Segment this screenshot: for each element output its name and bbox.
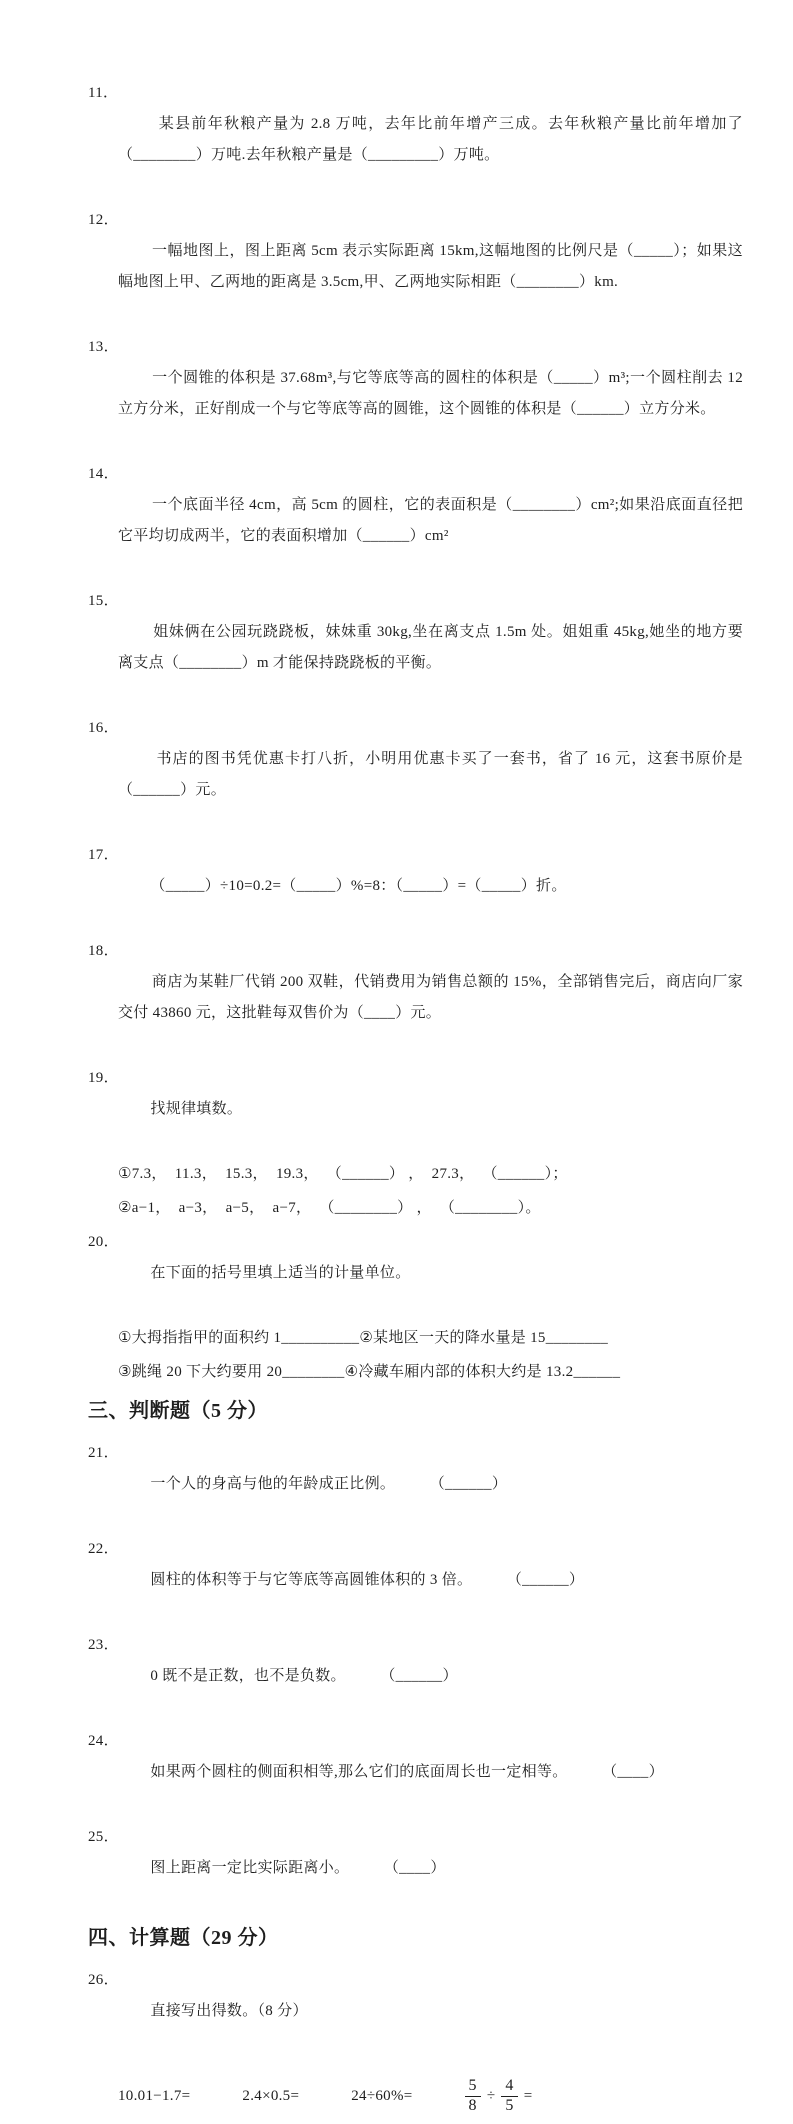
question-26-text: 直接写出得数。（8 分） bbox=[150, 2003, 308, 2019]
fraction-denominator: 5 bbox=[501, 2096, 517, 2115]
fraction-numerator: 5 bbox=[468, 2077, 477, 2095]
question-21-text: 一个人的身高与他的年龄成正比例。 bbox=[150, 1476, 396, 1492]
question-20-row-1 bbox=[88, 1323, 743, 1354]
question-22-number: 22． bbox=[88, 1541, 119, 1557]
question-24-number: 24． bbox=[88, 1733, 119, 1749]
question-11-text: 某县前年秋粮产量为 2.8 万吨，去年比前年增产三成。去年秋粮产量比前年增加了（________）万吨.去年秋粮产量是（_________）万吨。 bbox=[118, 116, 743, 163]
question-20-item-1: ①大拇指指甲的面积约 1__________ bbox=[118, 1330, 360, 1346]
calc-expression-4-fraction bbox=[465, 2077, 533, 2115]
question-12-number: 12． bbox=[88, 212, 119, 228]
calc-expression-1: 10.01−1.7= bbox=[118, 2087, 191, 2104]
question-15-number: 15． bbox=[88, 593, 119, 609]
question-19 bbox=[88, 1063, 743, 1156]
question-20-item-3: ③跳绳 20 下大约要用 20________ bbox=[118, 1364, 345, 1380]
question-14-text: 一个底面半径 4cm，高 5cm 的圆柱，它的表面积是（________）cm²;如果沿底面直径把它平均切成两半，它的表面积增加（______）cm² bbox=[118, 497, 744, 544]
question-22 bbox=[88, 1534, 743, 1627]
question-20-item-4: ④冷藏车厢内部的体积大约是 13.2______ bbox=[344, 1364, 621, 1380]
question-19-text: 找规律填数。 bbox=[150, 1101, 243, 1117]
question-20-row-2 bbox=[88, 1357, 743, 1388]
question-18 bbox=[88, 936, 743, 1060]
fraction-four-fifths bbox=[501, 2077, 517, 2115]
question-19-subline-2: ②a−1， a−3， a−5， a−7， （________） ， （________）。 bbox=[118, 1200, 541, 1216]
fill-in-questions-section bbox=[88, 78, 748, 1388]
question-16-text: 书店的图书凭优惠卡打八折，小明用优惠卡买了一套书，省了 16 元，这套书原价是（______）元。 bbox=[118, 751, 743, 798]
question-25-text: 图上距离一定比实际距离小。 bbox=[150, 1860, 350, 1876]
question-25 bbox=[88, 1822, 743, 1915]
question-13 bbox=[88, 332, 748, 456]
exam-content bbox=[88, 78, 748, 2124]
question-24-text: 如果两个圆柱的侧面积相等,那么它们的底面周长也一定相等。 bbox=[150, 1764, 568, 1780]
question-13-text: 一个圆锥的体积是 37.68m³,与它等底等高的圆柱的体积是（_____）m³;一个圆柱削去 12 立方分米，正好削成一个与它等底等高的圆锥，这个圆锥的体积是（______）立方分米。 bbox=[118, 370, 748, 417]
question-20-number: 20． bbox=[88, 1234, 119, 1250]
section-heading-judge: 三、判断题（5 分） bbox=[88, 1400, 268, 1422]
fraction-five-eighths bbox=[465, 2077, 481, 2115]
question-23-text: 0 既不是正数，也不是负数。 bbox=[150, 1668, 346, 1684]
question-23-number: 23． bbox=[88, 1637, 119, 1653]
equals-sign: = bbox=[523, 2087, 533, 2104]
question-23 bbox=[88, 1630, 743, 1723]
question-26-number: 26． bbox=[88, 1972, 119, 1988]
question-14 bbox=[88, 459, 743, 583]
question-25-answer-bracket: （____） bbox=[391, 1860, 446, 1876]
calc-expression-2: 2.4×0.5= bbox=[242, 2087, 300, 2104]
question-17 bbox=[88, 840, 743, 933]
question-24-answer-bracket: （____） bbox=[609, 1764, 664, 1780]
question-26 bbox=[88, 1965, 743, 2058]
question-13-number: 13． bbox=[88, 339, 119, 355]
question-19-subline-1: ①7.3， 11.3， 15.3， 19.3， （______） ， 27.3， （______）； bbox=[118, 1166, 568, 1182]
question-22-answer-bracket: （______） bbox=[514, 1572, 585, 1588]
question-11 bbox=[88, 78, 743, 202]
question-20-text: 在下面的括号里填上适当的计量单位。 bbox=[150, 1265, 411, 1281]
question-16 bbox=[88, 713, 743, 837]
question-26-expressions-row bbox=[88, 2068, 743, 2124]
question-12-text: 一幅地图上，图上距离 5cm 表示实际距离 15km,这幅地图的比例尺是（_____）；如果这幅地图上甲、乙两地的距离是 3.5cm,甲、乙两地实际相距（________）km. bbox=[118, 243, 743, 290]
fraction-denominator: 8 bbox=[465, 2096, 481, 2115]
question-11-number: 11． bbox=[88, 85, 119, 101]
question-17-number: 17． bbox=[88, 847, 119, 863]
question-21 bbox=[88, 1438, 743, 1531]
question-16-number: 16． bbox=[88, 720, 119, 736]
question-12 bbox=[88, 205, 743, 329]
question-15-text: 姐妹俩在公园玩跷跷板，妹妹重 30kg,坐在离支点 1.5m 处。姐姐重 45kg,她坐的地方要离支点（________）m 才能保持跷跷板的平衡。 bbox=[118, 624, 743, 671]
question-22-text: 圆柱的体积等于与它等底等高圆锥体积的 3 倍。 bbox=[150, 1572, 473, 1588]
question-15 bbox=[88, 586, 743, 710]
judge-questions-section bbox=[88, 1438, 743, 1915]
question-14-number: 14． bbox=[88, 466, 119, 482]
question-18-number: 18． bbox=[88, 943, 119, 959]
division-operator: ÷ bbox=[486, 2087, 496, 2104]
question-18-text: 商店为某鞋厂代销 200 双鞋，代销费用为销售总额的 15%，全部销售完后，商店向厂家交付 43860 元，这批鞋每双售价为（____）元。 bbox=[118, 974, 743, 1021]
question-20-item-2: ②某地区一天的降水量是 15________ bbox=[359, 1330, 609, 1346]
question-20 bbox=[88, 1227, 743, 1320]
question-17-text: （_____）÷10=0.2=（_____）%=8：（_____）=（_____）折。 bbox=[150, 878, 567, 894]
section-heading-calc: 四、计算题（29 分） bbox=[88, 1927, 279, 1949]
calc-questions-section bbox=[88, 1965, 743, 2124]
question-19-number: 19． bbox=[88, 1070, 119, 1086]
fraction-numerator: 4 bbox=[505, 2077, 514, 2095]
question-21-number: 21． bbox=[88, 1445, 119, 1461]
question-21-answer-bracket: （______） bbox=[437, 1476, 508, 1492]
question-25-number: 25． bbox=[88, 1829, 119, 1845]
question-23-answer-bracket: （______） bbox=[387, 1668, 458, 1684]
question-24 bbox=[88, 1726, 743, 1819]
calc-expression-3: 24÷60%= bbox=[351, 2087, 413, 2104]
